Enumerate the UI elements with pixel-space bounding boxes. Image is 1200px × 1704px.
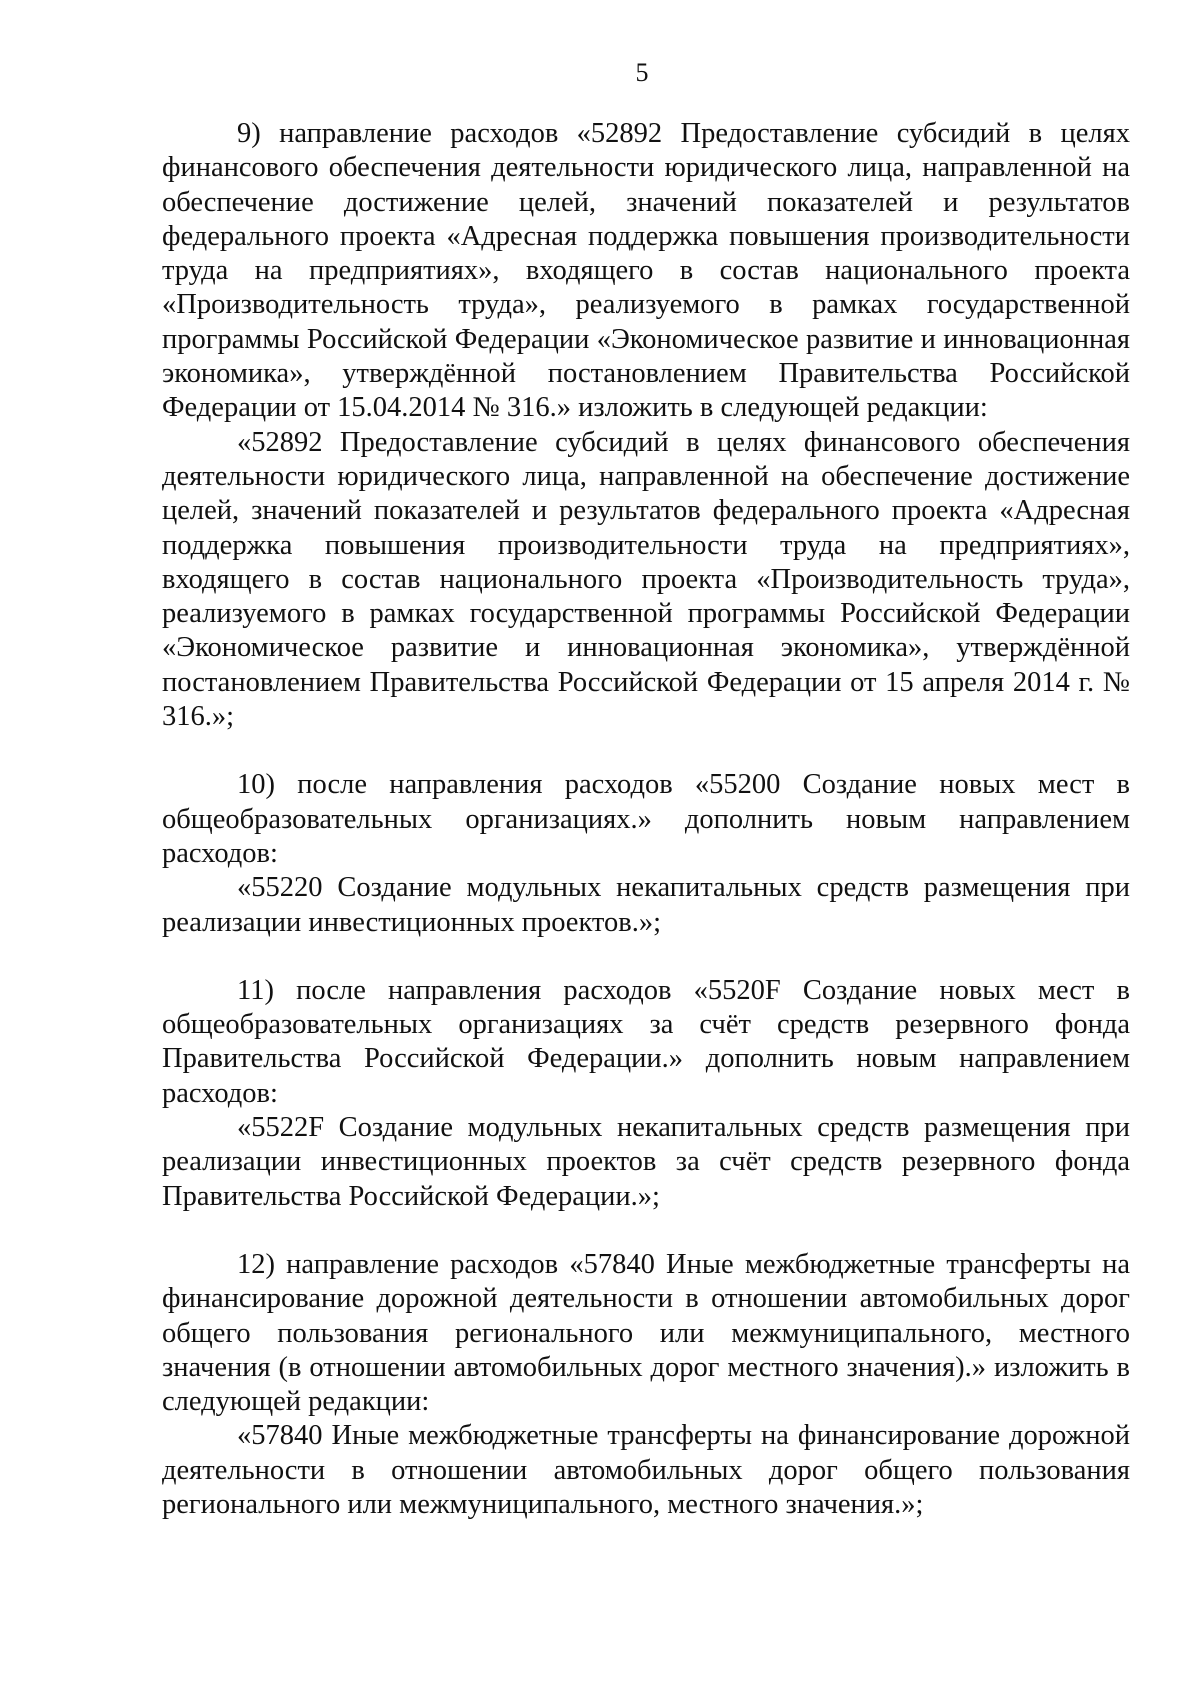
item-10-new-wording: «55220 Создание модульных некапитальных средств размещения при реализации инвестиционных проектов.»; [162, 872, 1130, 938]
item-9 [162, 117, 1130, 734]
item-11 [162, 974, 1130, 1214]
section-spacer [162, 940, 1130, 974]
item-12-new-wording: «57840 Иные межбюджетные трансферты на финансирование дорожной деятельности в отношении автомобильных дорог общего пользования регионального или межмуниципального, местного значения.»; [162, 1420, 1130, 1520]
item-10-instruction: 10) после направления расходов «55200 Создание новых мест в общеобразовательных организациях.» дополнить новым направлением расходов: [162, 769, 1130, 869]
item-12-instruction: 12) направление расходов «57840 Иные межбюджетные трансферты на финансирование дорожной деятельности в отношении автомобильных дорог общего пользования регионального или межмуниципального, местного значения (в отношении автомобильных дорог местного значения).» изложить в следующей редакции: [162, 1248, 1130, 1418]
item-9-instruction: 9) направление расходов «52892 Предоставление субсидий в целях финансового обеспечения деятельности юридического лица, направленной на обеспечение достижение целей, значений показателей и результатов федерального проекта «Адресная поддержка повышения производительности труда на предприятиях», входящего в состав национального проекта «Производительность труда», реализуемого в рамках государственной программы Российской Федерации «Экономическое развитие и инновационная экономика», утверждённой постановлением Правительства Российской Федерации от 15.04.2014 № 316.» изложить в следующей редакции: [162, 118, 1130, 424]
item-12 [162, 1248, 1130, 1522]
item-11-instruction: 11) после направления расходов «5520F Создание новых мест в общеобразовательных организациях за счёт средств резервного фонда Правительства Российской Федерации.» дополнить новым направлением расходов: [162, 974, 1130, 1109]
item-10 [162, 768, 1130, 939]
item-9-new-wording: «52892 Предоставление субсидий в целях финансового обеспечения деятельности юридического лица, направленной на обеспечение достижение целей, значений показателей и результатов федерального проекта «Адресная поддержка повышения производительности труда на предприятиях», входящего в состав национального проекта «Производительность труда», реализуемого в рамках государственной программы Российской Федерации «Экономическое развитие и инновационная экономика», утверждённой постановлением Правительства Российской Федерации от 15 апреля 2014 г. № 316.»; [162, 426, 1130, 733]
section-spacer [162, 734, 1130, 768]
section-spacer [162, 1214, 1130, 1248]
document-body [162, 117, 1130, 1522]
page-number: 5 [635, 58, 649, 87]
item-11-new-wording: «5522F Создание модульных некапитальных средств размещения при реализации инвестиционных проектов за счёт средств резервного фонда Правительства Российской Федерации.»; [162, 1112, 1130, 1212]
